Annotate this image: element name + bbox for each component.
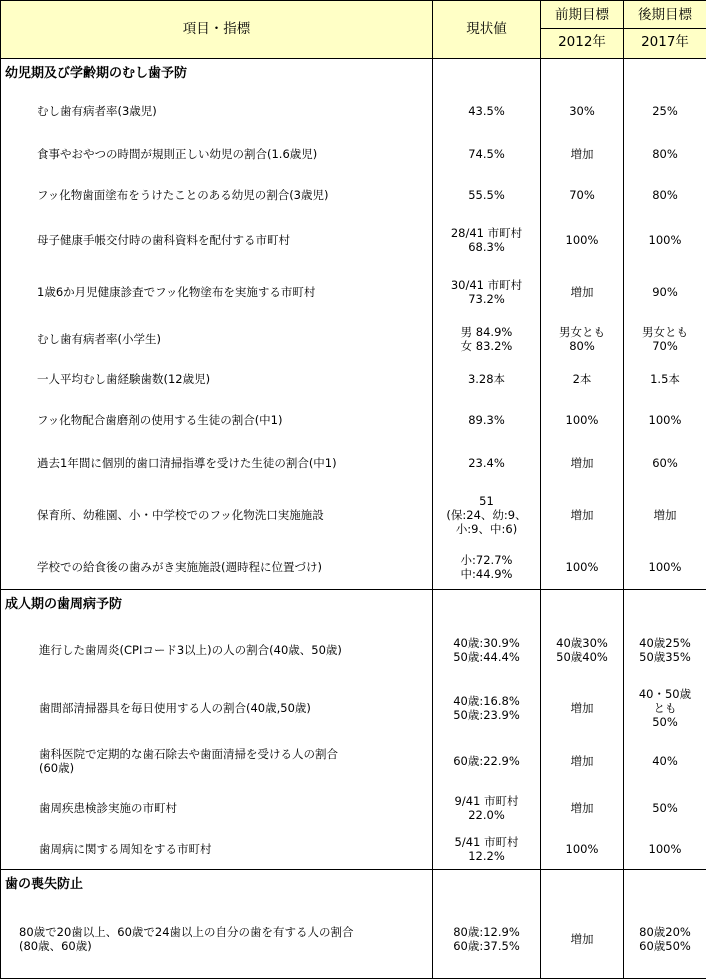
indicator-label: フッ化物配合歯磨剤の使用する生徒の割合(中1) (1, 398, 433, 442)
indicator-label: 歯周疾患検診実施の市町村 (1, 787, 433, 829)
header-first-target-label: 前期目標 (541, 2, 623, 29)
current-value: 55.5% (433, 175, 541, 215)
first-target-value: 70% (541, 175, 624, 215)
current-value: 3.28本 (433, 360, 541, 398)
header-first-target (541, 1, 624, 59)
table-row (1, 318, 706, 360)
section-blank-cell (433, 58, 541, 89)
current-value: 89.3% (433, 398, 541, 442)
indicator-label: 歯間部清掃器具を毎日使用する人の割合(40歳,50歳) (1, 680, 433, 737)
first-target-value: 増加 (541, 736, 624, 786)
section-blank-cell (433, 869, 541, 900)
second-target-value: 40・50歳 とも 50% (624, 680, 706, 737)
first-target-value: 増加 (541, 133, 624, 175)
second-target-value: 25% (624, 89, 706, 133)
current-value: 小:72.7% 中:44.9% (433, 545, 541, 590)
indicator-label: 母子健康手帳交付時の歯科資料を配付する市町村 (1, 215, 433, 265)
first-target-value: 増加 (541, 787, 624, 829)
section-blank-cell (541, 590, 624, 621)
indicator-label: 保育所、幼稚園、小・中学校でのフッ化物洗口実施施設 (1, 484, 433, 545)
first-target-value: 30% (541, 89, 624, 133)
table-row (1, 900, 706, 978)
first-target-value: 2本 (541, 360, 624, 398)
first-target-value: 100% (541, 398, 624, 442)
section-title: 歯の喪失防止 (1, 869, 433, 900)
table-row (1, 621, 706, 680)
second-target-value: 80% (624, 175, 706, 215)
first-target-value: 増加 (541, 484, 624, 545)
second-target-value: 80歳20% 60歳50% (624, 900, 706, 978)
indicator-label: むし歯有病者率(小学生) (1, 318, 433, 360)
header-second-target (624, 1, 706, 59)
second-target-value: 90% (624, 266, 706, 319)
table-row (1, 829, 706, 869)
indicator-label: 食事やおやつの時間が規則正しい幼児の割合(1.6歳児) (1, 133, 433, 175)
first-target-value: 増加 (541, 680, 624, 737)
second-target-value: 100% (624, 398, 706, 442)
section-blank-cell (624, 590, 706, 621)
section-blank-cell (624, 58, 706, 89)
table-row (1, 89, 706, 133)
first-target-value: 増加 (541, 266, 624, 319)
section-header-row (1, 869, 706, 900)
table-row (1, 215, 706, 265)
current-value: 40歳:30.9% 50歳:44.4% (433, 621, 541, 680)
header-second-target-label: 後期目標 (624, 2, 706, 29)
indicator-label: 歯周病に関する周知をする市町村 (1, 829, 433, 869)
first-target-value: 100% (541, 545, 624, 590)
second-target-value: 100% (624, 545, 706, 590)
section-header-row (1, 58, 706, 89)
second-target-value: 40% (624, 736, 706, 786)
current-value: 9/41 市町村 22.0% (433, 787, 541, 829)
indicator-label: 進行した歯周炎(CPIコード3以上)の人の割合(40歳、50歳) (1, 621, 433, 680)
table-row (1, 266, 706, 319)
section-blank-cell (433, 590, 541, 621)
second-target-value: 40歳25% 50歳35% (624, 621, 706, 680)
second-target-value: 100% (624, 829, 706, 869)
first-target-value: 増加 (541, 900, 624, 978)
current-value: 5/41 市町村 12.2% (433, 829, 541, 869)
second-target-value: 60% (624, 442, 706, 484)
header-first-target-year: 2012年 (558, 34, 606, 51)
table-row (1, 360, 706, 398)
table-row (1, 545, 706, 590)
current-value: 23.4% (433, 442, 541, 484)
current-value: 60歳:22.9% (433, 736, 541, 786)
table-row (1, 175, 706, 215)
current-value: 80歳:12.9% 60歳:37.5% (433, 900, 541, 978)
section-title: 成人期の歯周病予防 (1, 590, 433, 621)
current-value: 40歳:16.8% 50歳:23.9% (433, 680, 541, 737)
second-target-value: 男女とも 70% (624, 318, 706, 360)
section-blank-cell (624, 869, 706, 900)
current-value: 30/41 市町村 73.2% (433, 266, 541, 319)
indicator-label: フッ化物歯面塗布をうけたことのある幼児の割合(3歳児) (1, 175, 433, 215)
section-header-row (1, 590, 706, 621)
table-row (1, 736, 706, 786)
table-row (1, 484, 706, 545)
current-value: 28/41 市町村 68.3% (433, 215, 541, 265)
second-target-value: 80% (624, 133, 706, 175)
header-row (1, 1, 706, 59)
indicator-label: 歯科医院で定期的な歯石除去や歯面清掃を受ける人の割合 (60歳) (1, 736, 433, 786)
indicator-label: 80歳で20歯以上、60歳で24歯以上の自分の歯を有する人の割合 (80歳、60歳) (1, 900, 433, 978)
section-blank-cell (541, 869, 624, 900)
first-target-value: 100% (541, 829, 624, 869)
table-row (1, 680, 706, 737)
section-title: 幼児期及び学齢期のむし歯予防 (1, 58, 433, 89)
second-target-value: 100% (624, 215, 706, 265)
header-item: 項目・指標 (1, 1, 433, 59)
table-row (1, 133, 706, 175)
table-row (1, 787, 706, 829)
indicator-label: むし歯有病者率(3歳児) (1, 89, 433, 133)
first-target-value: 40歳30% 50歳40% (541, 621, 624, 680)
indicator-label: 1歳6か月児健康診査でフッ化物塗布を実施する市町村 (1, 266, 433, 319)
current-value: 男 84.9% 女 83.2% (433, 318, 541, 360)
table-row (1, 442, 706, 484)
first-target-value: 男女とも 80% (541, 318, 624, 360)
table-row (1, 398, 706, 442)
section-blank-cell (541, 58, 624, 89)
header-current: 現状値 (433, 1, 541, 59)
indicator-label: 学校での給食後の歯みがき実施施設(週時程に位置づけ) (1, 545, 433, 590)
current-value: 43.5% (433, 89, 541, 133)
current-value: 74.5% (433, 133, 541, 175)
second-target-value: 増加 (624, 484, 706, 545)
indicator-label: 過去1年間に個別的歯口清掃指導を受けた生徒の割合(中1) (1, 442, 433, 484)
second-target-value: 1.5本 (624, 360, 706, 398)
second-target-value: 50% (624, 787, 706, 829)
indicator-label: 一人平均むし歯経験歯数(12歳児) (1, 360, 433, 398)
first-target-value: 100% (541, 215, 624, 265)
current-value: 51 (保:24、幼:9、 小:9、中:6) (433, 484, 541, 545)
header-second-target-year: 2017年 (641, 34, 689, 51)
first-target-value: 増加 (541, 442, 624, 484)
